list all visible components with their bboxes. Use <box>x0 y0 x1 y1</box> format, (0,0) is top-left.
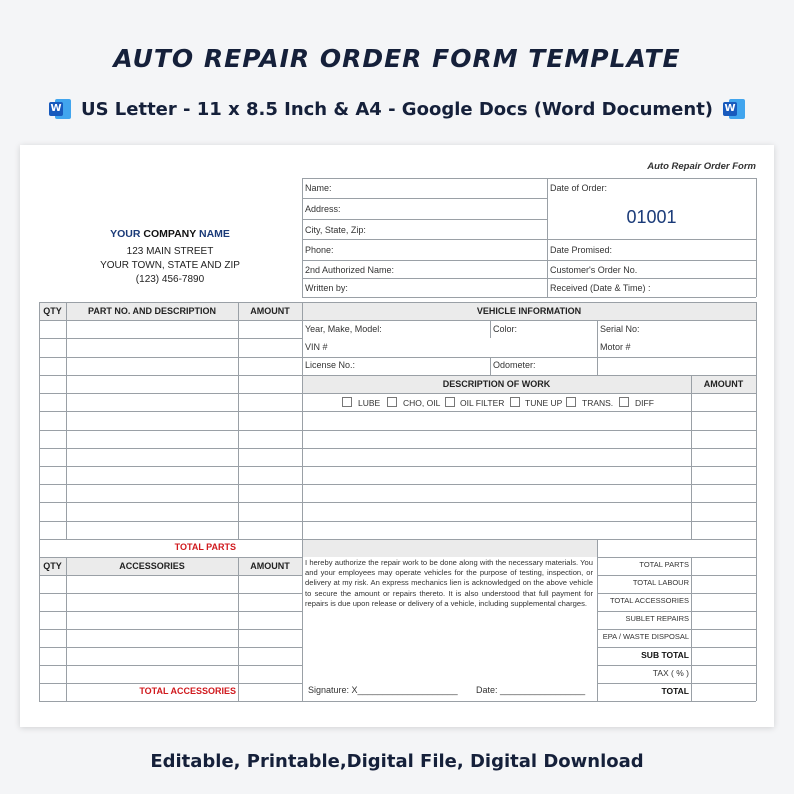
trans-checkbox[interactable] <box>566 397 576 407</box>
totals-total: TOTAL <box>661 686 689 696</box>
oil-filter-label: OIL FILTER <box>460 398 505 408</box>
footer-text: Editable, Printable,Digital File, Digital Download <box>150 751 644 772</box>
company-block: YOUR COMPANY NAME 123 MAIN STREET YOUR TOWN, STATE AND ZIP (123) 456-7890 <box>100 228 240 285</box>
work-header: DESCRIPTION OF WORK <box>442 379 551 389</box>
total-parts-label: TOTAL PARTS <box>174 542 236 552</box>
address-field[interactable]: Address: <box>305 204 341 214</box>
date-promised-field[interactable]: Date Promised: <box>550 245 613 255</box>
motor-field[interactable]: Motor # <box>600 342 631 352</box>
year-make-model-field[interactable]: Year, Make, Model: <box>305 324 382 334</box>
second-name-field[interactable]: 2nd Authorized Name: <box>305 265 395 275</box>
lube-checkbox[interactable] <box>342 397 352 407</box>
name-field[interactable]: Name: <box>305 183 332 193</box>
totals-total-accessories: TOTAL ACCESSORIES <box>609 596 689 605</box>
cho-oil-checkbox[interactable] <box>387 397 397 407</box>
parts-desc-header: PART NO. AND DESCRIPTION <box>87 306 216 316</box>
lube-label: LUBE <box>358 398 381 408</box>
order-number: 01001 <box>626 207 677 227</box>
totals-tax: TAX ( % ) <box>652 668 689 678</box>
word-doc-icon: W <box>49 98 71 120</box>
serial-field[interactable]: Serial No: <box>600 324 640 334</box>
terms-text: I hereby authorize the repair work to be done along with the necessary materials. You and your employees may operate vehicles for the purpose of testing, inspection, or delivery at my risk. An express mechanics lien is acknowledged on the above vehicle to secure the amount or repairs thereto. It is also understood that full payment for repairs is due upon release or delivery of a vehicle, including supplemental charges. <box>305 558 593 608</box>
acc-amount-header: AMOUNT <box>250 561 290 571</box>
vin-field[interactable]: VIN # <box>305 342 328 352</box>
parts-qty-header: QTY <box>43 306 62 316</box>
totals-total-parts: TOTAL PARTS <box>639 560 689 569</box>
parts-amount-header: AMOUNT <box>250 306 290 316</box>
date-of-order-field[interactable]: Date of Order: <box>550 183 608 193</box>
odometer-field[interactable]: Odometer: <box>493 360 536 370</box>
acc-qty-header: QTY <box>43 561 62 571</box>
totals-epa-waste: EPA / WASTE DISPOSAL <box>602 632 689 641</box>
totals-total-labour: TOTAL LABOUR <box>632 578 689 587</box>
phone-field[interactable]: Phone: <box>305 245 334 255</box>
cho-oil-label: CHO, OIL <box>403 398 441 408</box>
tune-up-label: TUNE UP <box>525 398 563 408</box>
form-sheet <box>20 145 774 727</box>
signature-line[interactable]: Signature: X____________________ <box>308 685 458 695</box>
work-amount-header: AMOUNT <box>703 379 744 389</box>
diff-label: DIFF <box>635 398 654 408</box>
acc-desc-header: ACCESSORIES <box>119 561 185 571</box>
written-by-field[interactable]: Written by: <box>305 283 348 293</box>
subtitle-row <box>0 98 794 120</box>
license-field[interactable]: License No.: <box>305 360 356 370</box>
date-line[interactable]: Date: _________________ <box>476 685 586 695</box>
page-title: AUTO REPAIR ORDER FORM TEMPLATE <box>113 44 681 73</box>
trans-label: TRANS. <box>582 398 614 408</box>
diff-checkbox[interactable] <box>619 397 629 407</box>
form-heading: Auto Repair Order Form <box>647 161 756 172</box>
received-field[interactable]: Received (Date & Time) : <box>550 283 651 293</box>
customer-order-field[interactable]: Customer's Order No. <box>550 265 638 275</box>
word-doc-icon: W <box>723 98 745 120</box>
vehicle-info-header: VEHICLE INFORMATION <box>476 306 582 316</box>
color-field[interactable]: Color: <box>493 324 518 334</box>
totals-sublet-repairs: SUBLET REPAIRS <box>625 614 689 623</box>
totals-sub-total: SUB TOTAL <box>641 650 689 660</box>
total-accessories-label: TOTAL ACCESSORIES <box>139 686 236 696</box>
oil-filter-checkbox[interactable] <box>445 397 455 407</box>
tune-up-checkbox[interactable] <box>510 397 520 407</box>
subtitle: US Letter - 11 x 8.5 Inch & A4 - Google Docs (Word Document) <box>80 98 714 120</box>
city-field[interactable]: City, State, Zip: <box>305 225 366 235</box>
